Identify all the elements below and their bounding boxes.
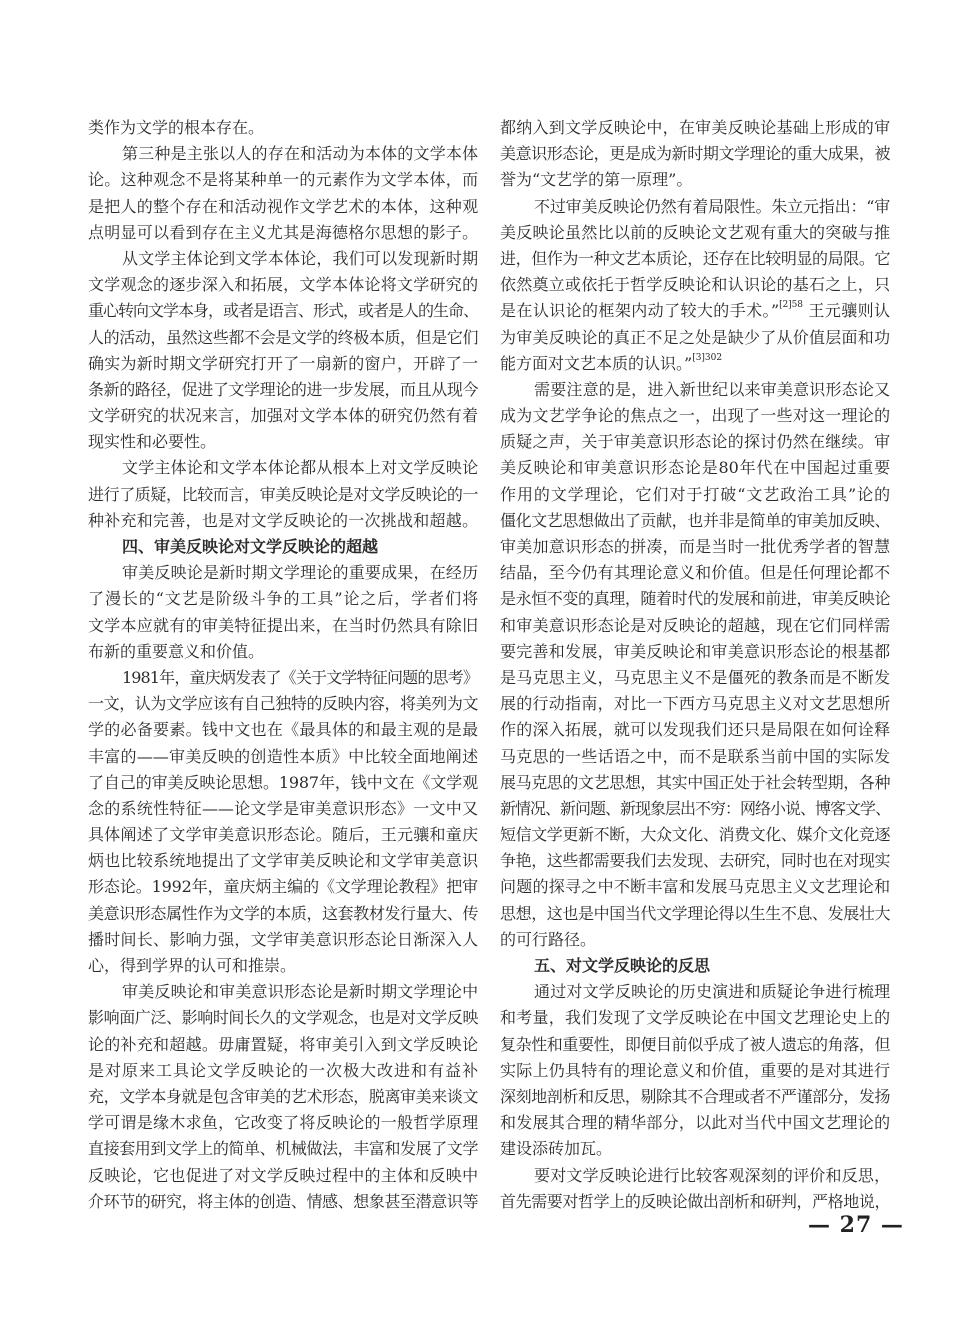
text-line: 了自己的审美反映论思想。1987年，钱中文在《文学观 xyxy=(88,772,478,792)
text-line: 丰富的——审美反映的创造性本质》中比较全面地阐述 xyxy=(88,746,478,766)
text-line: 从文学主体论到文学本体论，我们可以发现新时期 xyxy=(122,248,478,268)
text-line: 文学主体论和文学本体论都从根本上对文学反映论 xyxy=(122,458,478,478)
text-line: 实际上仍具特有的理论意义和价值，重要的是对其进行 xyxy=(500,1060,890,1080)
text-line: 播时间长、影响力强，文学审美意识形态论日渐深入人 xyxy=(88,929,478,949)
text-line: 是对原来工具论文学反映论的一次极大改进和有益补 xyxy=(88,1060,478,1080)
text-line: 充，文学本身就是包含审美的艺术形态，脱离审美来谈文 xyxy=(88,1086,478,1106)
text-line: 心，得到学界的认可和推崇。 xyxy=(88,956,297,975)
text-line: 质疑之声，关于审美意识形态论的探讨仍然在继续。审 xyxy=(500,432,890,452)
text-line: 炳也比较系统地提出了文学审美反映论和文学审美意识 xyxy=(88,851,478,871)
text-line: 审美加意识形态的拼凑，而是当时一批优秀学者的智慧 xyxy=(500,537,890,556)
text-line: 影响面广泛、影响时间长久的文学观念，也是对文学反映 xyxy=(88,1008,478,1028)
text-line: 介环节的研究，将主体的创造、情感、想象甚至潜意识等 xyxy=(88,1191,478,1211)
page-number: — 27 — xyxy=(808,1212,904,1238)
text-line: 建设添砖加瓦。 xyxy=(500,1139,613,1159)
text-line: 通过对文学反映论的历史演进和质疑论争进行梳理 xyxy=(534,982,890,1002)
text-line: 美意识形态论，更是成为新时期文学理论的重大成果，被 xyxy=(500,144,890,164)
text-line: 作用的文学理论，它们对于打破“文艺政治工具”论的 xyxy=(500,484,890,504)
text-line: 争艳，这些都需要我们去发现、去研究，同时也在对现实 xyxy=(500,851,890,871)
text-line: 文学观念的逐步深入和拓展，文学本体论将文学研究的 xyxy=(88,275,478,295)
text-line: 结晶，至今仍有其理论意义和价值。但是任何理论都不 xyxy=(500,563,890,583)
text-line: 要对文学反映论进行比较客观深刻的评价和反思， xyxy=(534,1165,890,1185)
text-line: 都纳入到文学反映论中，在审美反映论基础上形成的审 xyxy=(500,118,890,137)
text-line: 人的活动，虽然这些都不会是文学的终极本质，但是它们 xyxy=(88,327,478,347)
text-line xyxy=(500,351,890,377)
text-line: 类作为文学的根本存在。 xyxy=(88,118,265,137)
text-line: 确实为新时期文学研究打开了一扇新的窗户，开辟了一 xyxy=(88,353,478,373)
text-line: 和发展其合理的精华部分，以此对当代中国文艺理论的 xyxy=(500,1113,890,1133)
text-line: 现实性和必要性。 xyxy=(88,432,217,452)
text-line: 首先需要对哲学上的反映论做出剖析和研判，严格地说， xyxy=(500,1191,890,1211)
text-line: 成为文艺学争论的焦点之一，出现了一些对这一理论的 xyxy=(500,406,890,426)
text-line: 展的行动指南，对比一下西方马克思主义对文艺思想所 xyxy=(500,694,890,714)
text-line: 学的必备要素。钱中文也在《最具体的和最主观的是最 xyxy=(88,720,478,740)
text-line: 点明显可以看到存在主义尤其是海德格尔思想的影子。 xyxy=(88,222,478,242)
text-line: 的可行路径。 xyxy=(500,929,597,949)
text-line: 要完善和发展，审美反映论和审美意识形态论的根基都 xyxy=(500,641,890,661)
left-column xyxy=(88,115,478,1215)
text-line: 念的系统性特征——论文学是审美意识形态》一文中又 xyxy=(88,798,478,818)
text-line: 了漫长的“文艺是阶级斗争的工具”论之后，学者们将 xyxy=(88,589,478,609)
text-line: 一文，认为文学应该有自己独特的反映内容，将美列为文 xyxy=(88,694,478,714)
text-line: 僵化文艺思想做出了贡献，也并非是简单的审美加反映、 xyxy=(500,510,890,530)
section-heading: 四、审美反映论对文学反映论的超越 xyxy=(122,537,379,556)
text-line: 论的补充和超越。毋庸置疑，将审美引入到文学反映论 xyxy=(88,1034,478,1054)
citation-ref: [2]58 xyxy=(779,300,803,311)
text-line: 作的深入拓展，就可以发现我们还只是局限在如何诠释 xyxy=(500,720,890,740)
text-line: 文学研究的状况来言，加强对文学本体的研究仍然有着 xyxy=(88,406,478,426)
text-line: 种补充和完善，也是对文学反映论的一次挑战和超越。 xyxy=(88,510,478,530)
text-line: 和审美意识形态论是对反映论的超越，现在它们同样需 xyxy=(500,615,890,635)
text-line: 直接套用到文学上的简单、机械做法，丰富和发展了文学 xyxy=(88,1139,478,1159)
text-segment: 能方面对文艺本质的认识。” xyxy=(500,353,693,373)
text-line: 是马克思主义，马克思主义不是僵死的教条而是不断发 xyxy=(500,667,890,687)
text-line: 不过审美反映论仍然有着局限性。朱立元指出：“审 xyxy=(534,196,890,216)
text-line: 为审美反映论的真正不足之处是缺少了从价值层面和功 xyxy=(500,327,890,347)
text-line: 第三种是主张以人的存在和活动为本体的文学本体 xyxy=(122,144,478,164)
text-line: 美反映论虽然比以前的反映论文艺观有重大的突破与推 xyxy=(500,222,890,242)
text-line: 进行了质疑，比较而言，审美反映论是对文学反映论的一 xyxy=(88,484,478,504)
text-line: 重心转向文学本身，或者是语言、形式，或者是人的生命、 xyxy=(88,301,478,321)
text-line: 具体阐述了文学审美意识形态论。随后，王元骧和童庆 xyxy=(88,825,478,845)
text-line: 条新的路径，促进了文学理论的进一步发展，而且从现今 xyxy=(88,379,478,399)
text-line: 誉为“文艺学的第一原理”。 xyxy=(500,170,693,190)
text-line: 反映论，它也促进了对文学反映过程中的主体和反映中 xyxy=(88,1165,478,1185)
text-line: 展马克思的文艺思想，其实中国正处于社会转型期，各种 xyxy=(500,772,890,792)
text-segment: 是在认识论的框架内动了较大的手术。” xyxy=(500,301,780,321)
text-line: 形态论。1992年，童庆炳主编的《文学理论教程》把审 xyxy=(88,877,478,897)
text-line: 学可谓是缘木求鱼，它改变了将反映论的一般哲学原理 xyxy=(88,1113,478,1133)
text-line: 依然奠立或依托于哲学反映论和认识论的基石之上，只 xyxy=(500,275,890,295)
text-segment: 王元骧则认 xyxy=(802,301,890,321)
text-line xyxy=(500,298,890,324)
text-line: 是把人的整个存在和活动视作文学艺术的本体，这种观 xyxy=(88,196,478,216)
text-line: 深刻地剖析和反思，剔除其不合理或者不严谨部分，发扬 xyxy=(500,1086,890,1106)
text-line: 布新的重要意义和价值。 xyxy=(88,641,265,661)
text-line: 问题的探寻之中不断丰富和发展马克思主义文艺理论和 xyxy=(500,877,890,897)
text-line: 进，但作为一种文艺本质论，还存在比较明显的局限。它 xyxy=(500,248,890,268)
text-line: 1981年，童庆炳发表了《关于文学特征问题的思考》 xyxy=(122,667,478,687)
text-line: 复杂性和重要性，即便目前似乎成了被人遗忘的角落，但 xyxy=(500,1034,890,1054)
text-line: 审美反映论是新时期文学理论的重要成果，在经历 xyxy=(122,563,478,583)
text-line: 文学本应就有的审美特征提出来，在当时仍然具有除旧 xyxy=(88,615,478,635)
text-line: 短信文学更新不断，大众文化、消费文化、媒介文化竞逐 xyxy=(500,825,890,845)
text-line: 马克思的一些话语之中，而不是联系当前中国的实际发 xyxy=(500,746,890,766)
text-line: 思想，这也是中国当代文学理论得以生生不息、发展壮大 xyxy=(500,903,890,923)
text-line: 需要注意的是，进入新世纪以来审美意识形态论又 xyxy=(534,379,890,399)
text-line: 和考量，我们发现了文学反映论在中国文艺理论史上的 xyxy=(500,1008,890,1028)
text-line: 新情况、新问题、新现象层出不穷：网络小说、博客文学、 xyxy=(500,798,890,818)
text-line: 美反映论和审美意识形态论是80年代在中国起过重要 xyxy=(500,458,890,478)
text-line: 是永恒不变的真理，随着时代的发展和前进，审美反映论 xyxy=(500,589,890,609)
section-heading: 五、对文学反映论的反思 xyxy=(534,956,711,975)
citation-ref: [3]302 xyxy=(692,352,723,363)
text-line: 美意识形态属性作为文学的本质，这套教材发行量大、传 xyxy=(88,903,478,923)
right-column xyxy=(500,115,890,1215)
text-line: 审美反映论和审美意识形态论是新时期文学理论中 xyxy=(122,982,478,1002)
text-line: 论。这种观念不是将某种单一的元素作为文学本体，而 xyxy=(88,170,478,190)
